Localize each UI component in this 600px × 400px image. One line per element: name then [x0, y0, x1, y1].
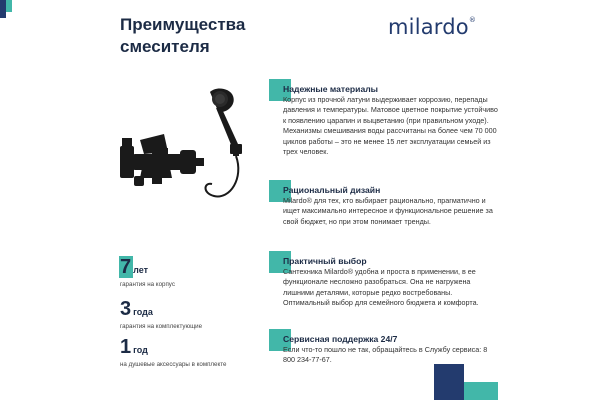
corner-block-teal [464, 382, 498, 400]
bath-mixer-with-hand-shower-icon [112, 82, 272, 212]
feature-practical [283, 255, 498, 309]
feature-title: Рациональный дизайн [283, 185, 381, 195]
corner-decoration [0, 0, 12, 18]
feature-text: Если что-то пошло не так, обращайтесь в Службу сервиса: 8 800 234-77-67. [283, 345, 488, 365]
feature-support [283, 333, 498, 366]
stat-unit: лет [133, 265, 149, 275]
stat-caption: гарантия на комплектующие [120, 323, 203, 330]
feature-text: Milardo® для тех, кто выбирает рационально, прагматично и ищет максимально интересное и функциональное решение за свой бюджет, но при этом понимает тренды. [283, 196, 493, 226]
brand-logo [388, 15, 476, 39]
stat-warranty-parts [120, 298, 202, 330]
feature-title: Практичный выбор [283, 256, 367, 266]
stat-number: 7 [120, 256, 132, 278]
stat-warranty-body [120, 256, 175, 288]
stat-number: 1 [120, 336, 132, 358]
corner-block-navy [434, 364, 464, 400]
page-title [120, 14, 245, 58]
stat-warranty-accessories [120, 336, 226, 368]
feature-text: Корпус из прочной латуни выдерживает коррозию, перепады давления и температуры. Матовое цветное покрытие устойчиво к появлению царапин и выцветанию (при правильном уходе). Механизмы смешивания воды рассчитаны на более чем 70 000 циклов работы – это не менее 15 лет эксплуатации семьей из трех человек. [283, 95, 498, 157]
title-line-1: Преимущества [120, 15, 246, 34]
logo-text: milardo [388, 15, 469, 39]
stat-caption: гарантия на корпус [120, 281, 175, 288]
feature-title: Надежные материалы [283, 84, 379, 94]
feature-materials [283, 83, 498, 157]
logo-registered-mark: ® [468, 16, 477, 24]
feature-text: Сантехника Milardo® удобна и проста в применении, в ее функционале несложно разобраться. Она не нагружена лишними деталями, которые редко востребованы. Оптимальный выбор для семейного бюджета и комфорта. [283, 267, 479, 308]
stat-unit: года [133, 307, 153, 317]
title-line-2: смесителя [120, 37, 210, 56]
stat-unit: год [133, 345, 148, 355]
stat-number: 3 [120, 298, 132, 320]
feature-title: Сервисная поддержка 24/7 [283, 334, 398, 344]
feature-design [283, 184, 498, 227]
stat-caption: на душевые аксессуары в комплекте [120, 361, 227, 368]
